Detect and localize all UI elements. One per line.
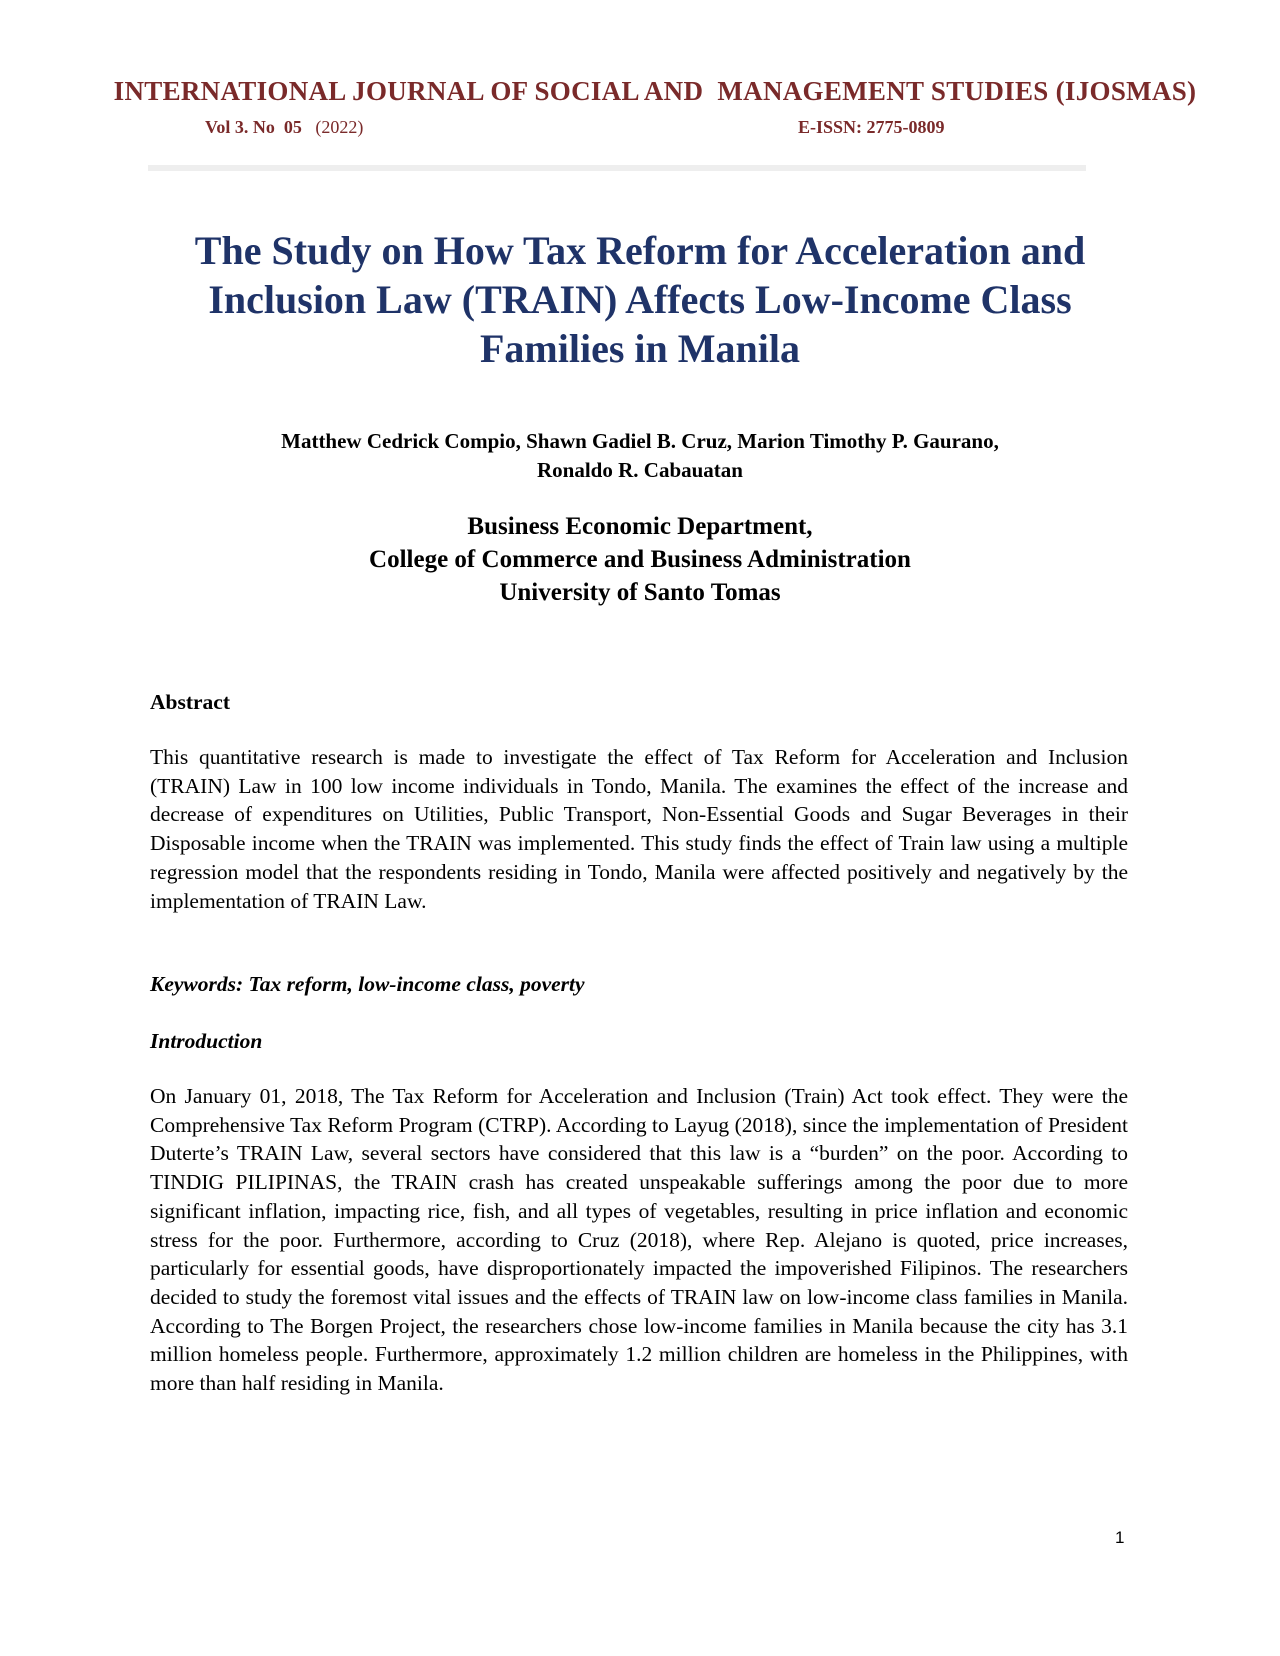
page-number: 1 — [1115, 1528, 1125, 1547]
issn: E-ISSN: 2775-0809 — [798, 117, 945, 137]
affiliation-line: College of Commerce and Business Administration — [369, 546, 911, 573]
affiliation-line: University of Santo Tomas — [499, 579, 781, 606]
header-divider — [148, 165, 1086, 171]
volume-info — [205, 117, 363, 138]
paper-title — [140, 226, 1140, 373]
authors-line: Matthew Cedrick Compio, Shawn Gadiel B. Cruz, Marion Timothy P. Gaurano, — [281, 429, 999, 453]
affiliation — [140, 510, 1140, 609]
authors — [140, 427, 1140, 485]
title-line: Inclusion Law (TRAIN) Affects Low-Income Class — [208, 277, 1072, 322]
volume: Vol 3. No 05 — [205, 117, 302, 137]
authors-line: Ronaldo R. Cabauatan — [537, 458, 743, 482]
abstract-heading: Abstract — [150, 690, 231, 714]
keywords: Keywords: Tax reform, low-income class, poverty — [150, 972, 585, 996]
introduction-heading: Introduction — [150, 1029, 263, 1053]
journal-title: INTERNATIONAL JOURNAL OF SOCIAL AND MANAGEMENT STUDIES (IJOSMAS) — [113, 76, 1197, 106]
affiliation-line: Business Economic Department, — [467, 513, 813, 540]
year: (2022) — [315, 117, 364, 137]
title-line: The Study on How Tax Reform for Acceleration and — [194, 228, 1086, 273]
abstract-text: This quantitative research is made to investigate the effect of Tax Reform for Acceleration and Inclusion (TRAIN) Law in 100 low income individuals in Tondo, Manila. The examines the effect of the increase and decrease of expenditures on Utilities, Public Transport, Non-Essential Goods and Sugar Beverages in their Disposable income when the TRAIN was implemented. This study finds the effect of Train law using a multiple regression model that the respondents residing in Tondo, Manila were affected positively and negatively by the implementation of TRAIN Law. — [150, 745, 1128, 913]
title-line: Families in Manila — [480, 326, 800, 371]
introduction-text: On January 01, 2018, The Tax Reform for Acceleration and Inclusion (Train) Act took effect. They were the Comprehensive Tax Reform Program (CTRP). According to Layug (2018), since the implementation of President Duterte’s TRAIN Law, several sectors have considered that this law is a “burden” on the poor. According to TINDIG PILIPINAS, the TRAIN crash has created unspeakable sufferings among the poor due to more significant inflation, impacting rice, fish, and all types of vegetables, resulting in price inflation and economic stress for the poor. Furthermore, according to Cruz (2018), where Rep. Alejano is quoted, price increases, particularly for essential goods, have disproportionately impacted the impoverished Filipinos. The researchers decided to study the foremost vital issues and the effects of TRAIN law on low-income class families in Manila. According to The Borgen Project, the researchers chose low-income families in Manila because the city has 3.1 million homeless people. Furthermore, approximately 1.2 million children are homeless in the Philippines, with more than half residing in Manila. — [150, 1084, 1128, 1396]
